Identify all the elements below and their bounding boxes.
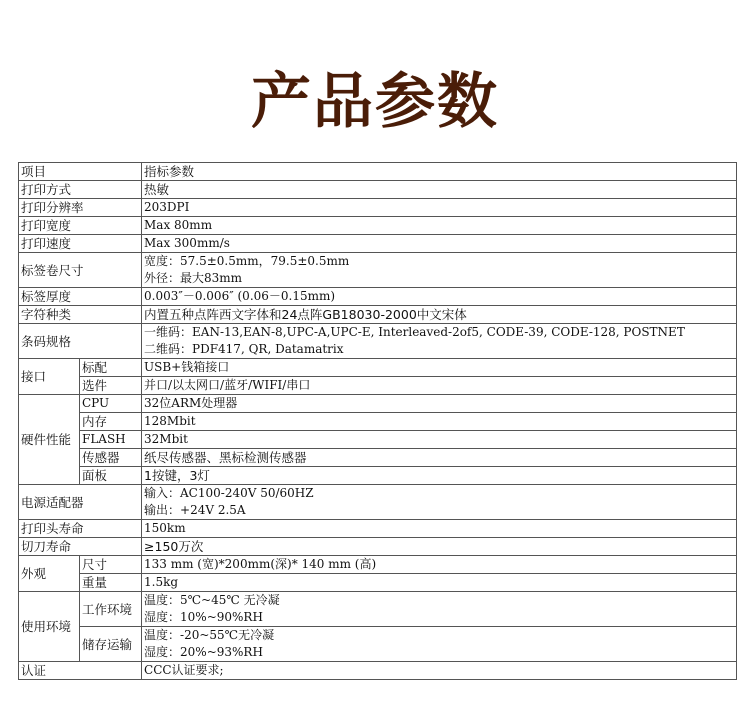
table-row (19, 199, 737, 217)
thickness-value: 0.003″－0.006″ (0.06－0.15mm) (142, 288, 737, 306)
table-row (19, 253, 737, 288)
cutter-life-label: 切刀寿命 (19, 538, 142, 556)
roll-size-label: 标签卷尺寸 (19, 253, 142, 288)
charset-label: 字符种类 (19, 306, 142, 324)
appearance-label: 外观 (19, 556, 80, 592)
print-method-label: 打印方式 (19, 181, 142, 199)
store-env-label: 储存运输 (80, 627, 142, 662)
work-env-line1: 温度：5℃~45℃ 无冷凝 (144, 593, 280, 607)
store-env-line2: 湿度：20%~93%RH (144, 645, 263, 659)
table-row (19, 181, 737, 199)
cert-label: 认证 (19, 662, 142, 680)
weight-value: 1.5kg (142, 574, 737, 592)
header-item: 项目 (19, 163, 142, 181)
table-row (19, 306, 737, 324)
table-row (19, 235, 737, 253)
interface-std-value: USB+钱箱接口 (142, 359, 737, 377)
table-row (19, 324, 737, 359)
cert-value: CCC认证要求; (142, 662, 737, 680)
barcode-line1: 一维码：EAN-13,EAN-8,UPC-A,UPC-E, Interleaved-2of5, CODE-39, CODE-128, POSTNET (144, 325, 685, 339)
table-row (19, 413, 737, 431)
width-value: Max 80mm (142, 217, 737, 235)
power-line1: 输入：AC100-240V 50/60HZ (144, 486, 314, 500)
power-label: 电源适配器 (19, 485, 142, 520)
size-value: 133 mm (宽)*200mm(深)* 140 mm (高) (142, 556, 737, 574)
roll-size-line2: 外径：最大83mm (144, 271, 243, 285)
roll-size-line1: 宽度：57.5±0.5mm，79.5±0.5mm (144, 254, 350, 268)
table-row (19, 288, 737, 306)
table-row (19, 449, 737, 467)
table-row (19, 485, 737, 520)
roll-size-value (142, 253, 737, 288)
print-method-value: 热敏 (142, 181, 737, 199)
spec-table (18, 162, 737, 680)
work-env-label: 工作环境 (80, 592, 142, 627)
thickness-label: 标签厚度 (19, 288, 142, 306)
size-label: 尺寸 (80, 556, 142, 574)
cutter-life-value: ≥150万次 (142, 538, 737, 556)
table-row (19, 662, 737, 680)
resolution-value: 203DPI (142, 199, 737, 217)
mem-label: 内存 (80, 413, 142, 431)
speed-label: 打印速度 (19, 235, 142, 253)
table-row (19, 377, 737, 395)
power-line2: 输出：+24V 2.5A (144, 503, 246, 517)
sensor-label: 传感器 (80, 449, 142, 467)
width-label: 打印宽度 (19, 217, 142, 235)
speed-value: Max 300mm/s (142, 235, 737, 253)
work-env-value (142, 592, 737, 627)
flash-value: 32Mbit (142, 431, 737, 449)
barcode-value (142, 324, 737, 359)
flash-label: FLASH (80, 431, 142, 449)
table-row (19, 574, 737, 592)
page-title: 产品参数 (251, 67, 499, 137)
table-row (19, 163, 737, 181)
table-row (19, 395, 737, 413)
store-env-line1: 温度：-20~55℃无冷凝 (144, 628, 275, 642)
table-row (19, 467, 737, 485)
barcode-label: 条码规格 (19, 324, 142, 359)
interface-label: 接口 (19, 359, 80, 395)
charset-value: 内置五种点阵西文字体和24点阵GB18030-2000中文宋体 (142, 306, 737, 324)
weight-label: 重量 (80, 574, 142, 592)
table-row (19, 538, 737, 556)
power-value (142, 485, 737, 520)
cpu-value: 32位ARM处理器 (142, 395, 737, 413)
table-row (19, 592, 737, 627)
table-row (19, 627, 737, 662)
cpu-label: CPU (80, 395, 142, 413)
table-row (19, 217, 737, 235)
head-life-value: 150km (142, 520, 737, 538)
environment-label: 使用环境 (19, 592, 80, 662)
table-row (19, 520, 737, 538)
table-row (19, 359, 737, 377)
panel-label: 面板 (80, 467, 142, 485)
interface-opt-value: 并口/以太网口/蓝牙/WIFI/串口 (142, 377, 737, 395)
table-row (19, 431, 737, 449)
store-env-value (142, 627, 737, 662)
header-value: 指标参数 (142, 163, 737, 181)
panel-value: 1按键，3灯 (142, 467, 737, 485)
mem-value: 128Mbit (142, 413, 737, 431)
interface-opt-label: 选件 (80, 377, 142, 395)
table-row (19, 556, 737, 574)
head-life-label: 打印头寿命 (19, 520, 142, 538)
resolution-label: 打印分辨率 (19, 199, 142, 217)
barcode-line2: 二维码：PDF417, QR, Datamatrix (144, 342, 344, 356)
sensor-value: 纸尽传感器、黑标检测传感器 (142, 449, 737, 467)
work-env-line2: 湿度：10%~90%RH (144, 610, 263, 624)
hardware-label: 硬件性能 (19, 395, 80, 485)
interface-std-label: 标配 (80, 359, 142, 377)
